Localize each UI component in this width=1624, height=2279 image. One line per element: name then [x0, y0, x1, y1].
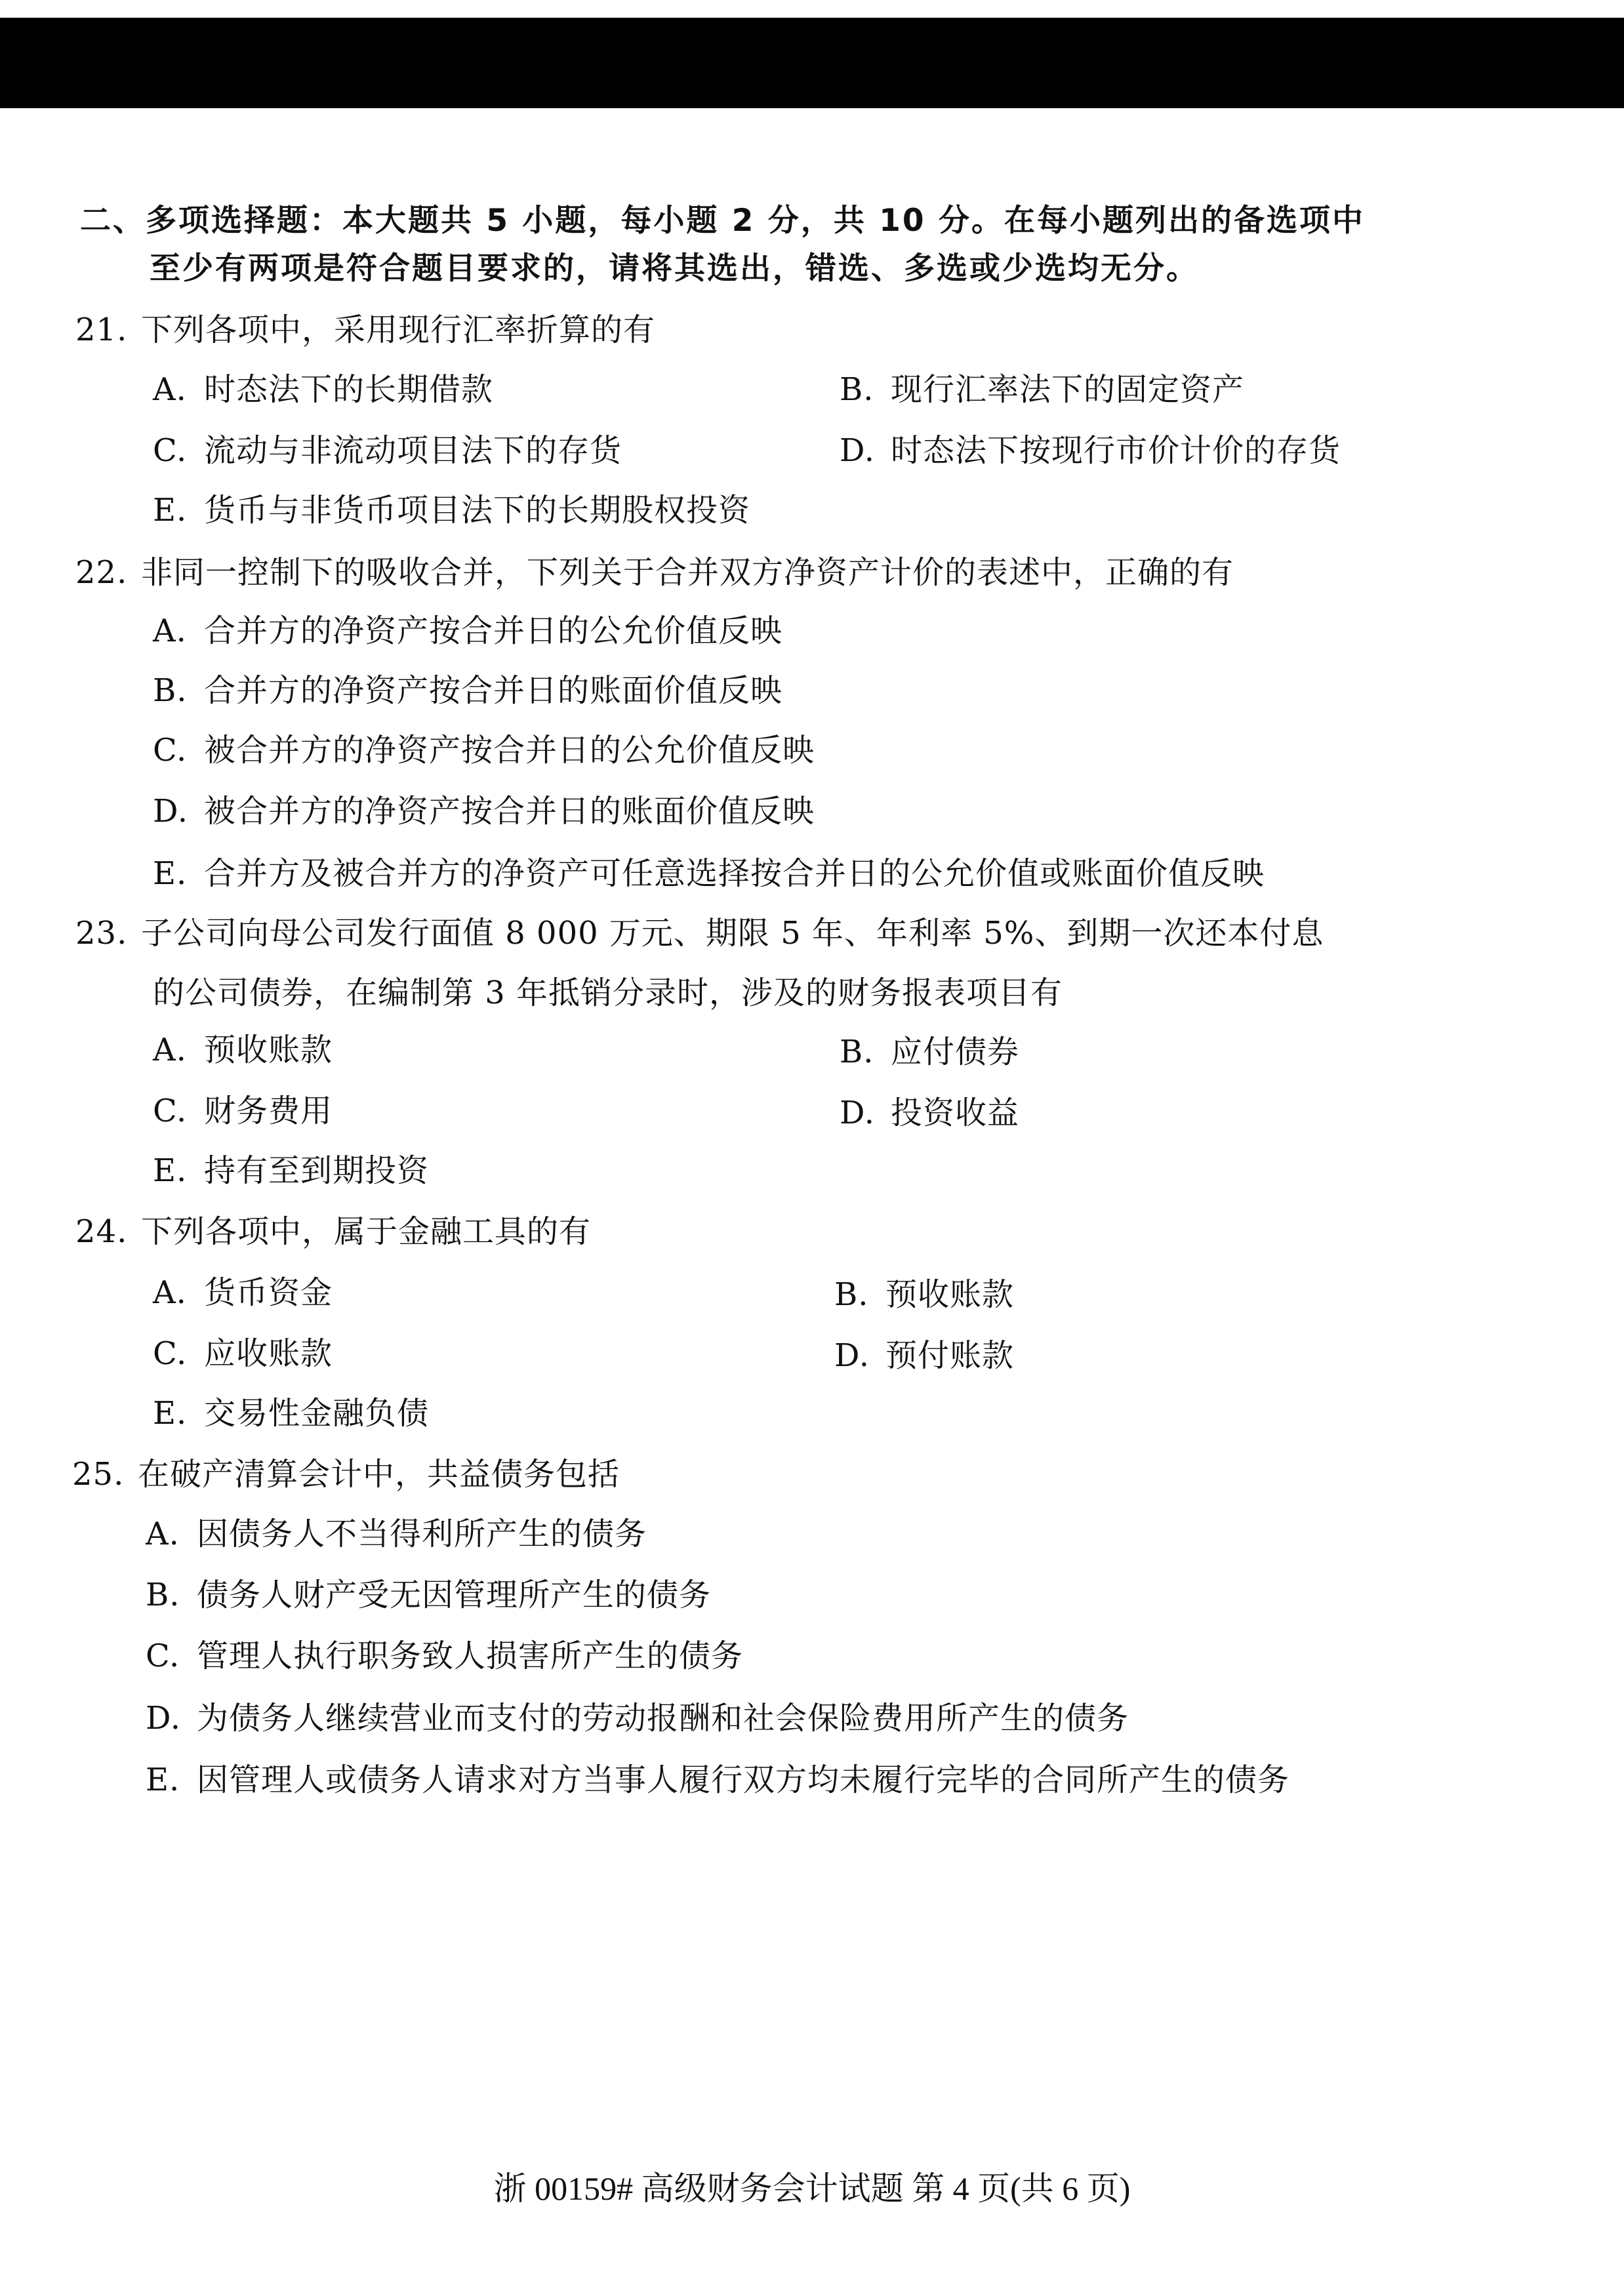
option-text: 现行汇率法下的固定资产: [891, 371, 1245, 408]
question-stem: 下列各项中，采用现行汇率折算的有: [141, 312, 656, 348]
question-23: [75, 914, 1324, 953]
option-label: E.: [153, 492, 188, 529]
option-label: B.: [840, 371, 874, 408]
option-text: 合并方及被合并方的净资产可任意选择按合并日的公允价值或账面价值反映: [204, 855, 1265, 892]
option-24-e: [153, 1394, 429, 1433]
option-text: 因管理人或债务人请求对方当事人履行双方均未履行完毕的合同所产生的债务: [197, 1762, 1290, 1798]
option-text: 时态法下的长期借款: [204, 371, 494, 408]
question-number: 24.: [75, 1213, 128, 1250]
scan-black-bar: [0, 18, 1624, 108]
option-21-c: [153, 431, 622, 470]
option-25-b: [146, 1575, 711, 1615]
option-21-a: [153, 370, 493, 409]
option-21-b: [840, 370, 1244, 409]
question-21: [75, 310, 655, 350]
option-text: 被合并方的净资产按合并日的公允价值反映: [204, 732, 815, 769]
option-23-d: [840, 1093, 1019, 1133]
option-23-a: [153, 1030, 333, 1070]
option-text: 持有至到期投资: [204, 1152, 430, 1189]
option-label: D.: [153, 793, 189, 830]
option-label: E.: [153, 1152, 188, 1189]
footer-text: 浙 00159# 高级财务会计试题 第 4 页(共 6 页): [493, 2170, 1131, 2207]
question-24: [75, 1212, 591, 1251]
option-text: 财务费用: [204, 1093, 333, 1129]
page-footer: [0, 2169, 1624, 2208]
option-21-e: [153, 491, 750, 530]
question-stem: 非同一控制下的吸收合并，下列关于合并双方净资产计价的表述中，正确的有: [141, 554, 1234, 591]
option-label: B.: [146, 1577, 180, 1613]
option-text: 流动与非流动项目法下的存货: [204, 432, 622, 469]
question-number: 25.: [72, 1456, 125, 1493]
option-text: 管理人执行职务致人损害所产生的债务: [197, 1638, 744, 1674]
option-24-c: [153, 1334, 333, 1373]
option-text: 应收账款: [204, 1335, 333, 1372]
option-24-a: [153, 1273, 333, 1312]
option-text: 货币与非货币项目法下的长期股权投资: [204, 492, 751, 529]
option-label: C.: [153, 1335, 188, 1372]
option-22-d: [153, 792, 815, 831]
option-label: B.: [840, 1034, 874, 1070]
option-label: D.: [840, 432, 876, 469]
option-label: D.: [840, 1095, 876, 1131]
option-label: A.: [146, 1516, 180, 1552]
option-text: 预收账款: [204, 1032, 333, 1068]
question-number: 22.: [75, 554, 128, 591]
option-label: A.: [153, 1032, 187, 1068]
option-text: 因债务人不当得利所产生的债务: [197, 1516, 647, 1552]
option-text: 合并方的净资产按合并日的公允价值反映: [204, 613, 783, 649]
question-22: [75, 553, 1234, 592]
option-text: 合并方的净资产按合并日的账面价值反映: [204, 672, 783, 709]
option-text: 预付账款: [885, 1337, 1015, 1374]
option-23-c: [153, 1091, 333, 1131]
section-heading-line2: 至少有两项是符合题目要求的，请将其选出，错选、多选或少选均无分。: [150, 251, 1199, 287]
option-label: A.: [153, 613, 187, 649]
option-label: D.: [146, 1700, 182, 1737]
option-label: E.: [153, 1395, 188, 1432]
option-label: E.: [146, 1762, 180, 1798]
option-22-a: [153, 611, 782, 651]
option-22-c: [153, 731, 815, 770]
option-label: A.: [153, 1274, 187, 1311]
option-label: D.: [834, 1337, 870, 1374]
option-25-c: [146, 1636, 743, 1676]
option-text: 货币资金: [204, 1274, 333, 1311]
option-text: 债务人财产受无因管理所产生的债务: [197, 1577, 712, 1613]
option-21-d: [840, 431, 1341, 470]
question-stem: 子公司向母公司发行面值 8 000 万元、期限 5 年、年利率 5%、到期一次还本付息: [141, 915, 1324, 952]
option-text: 投资收益: [891, 1095, 1020, 1131]
option-label: C.: [153, 732, 188, 769]
question-number: 21.: [75, 312, 128, 348]
option-text: 被合并方的净资产按合并日的账面价值反映: [204, 793, 815, 830]
option-22-e: [153, 854, 1265, 893]
option-24-d: [834, 1336, 1014, 1375]
question-number: 23.: [75, 915, 128, 952]
option-25-d: [146, 1699, 1129, 1738]
option-text: 交易性金融负债: [204, 1395, 430, 1432]
option-label: E.: [153, 855, 188, 892]
option-label: B.: [153, 672, 188, 709]
option-label: B.: [834, 1276, 869, 1313]
option-24-b: [834, 1275, 1014, 1314]
question-stem: 在破产清算会计中，共益债务包括: [138, 1456, 620, 1493]
option-text: 预收账款: [885, 1276, 1015, 1313]
option-23-e: [153, 1151, 429, 1190]
option-label: A.: [153, 371, 187, 408]
option-label: C.: [153, 1093, 188, 1129]
section-heading-line1: 二、多项选择题：本大题共 5 小题，每小题 2 分，共 10 分。在每小题列出的备选项中: [80, 203, 1365, 239]
option-25-a: [146, 1514, 647, 1554]
option-25-e: [146, 1760, 1289, 1800]
option-text: 为债务人继续营业而支付的劳动报酬和社会保险费用所产生的债务: [197, 1700, 1129, 1737]
question-stem: 下列各项中，属于金融工具的有: [141, 1213, 592, 1250]
option-text: 时态法下按现行市价计价的存货: [891, 432, 1341, 469]
option-label: C.: [146, 1638, 180, 1674]
option-label: C.: [153, 432, 188, 469]
option-22-b: [153, 671, 782, 710]
option-text: 应付债券: [891, 1034, 1020, 1070]
option-23-b: [840, 1032, 1019, 1072]
question-23-continued: 的公司债券，在编制第 3 年抵销分录时，涉及的财务报表项目有: [153, 975, 1063, 1011]
question-25: [72, 1455, 620, 1494]
